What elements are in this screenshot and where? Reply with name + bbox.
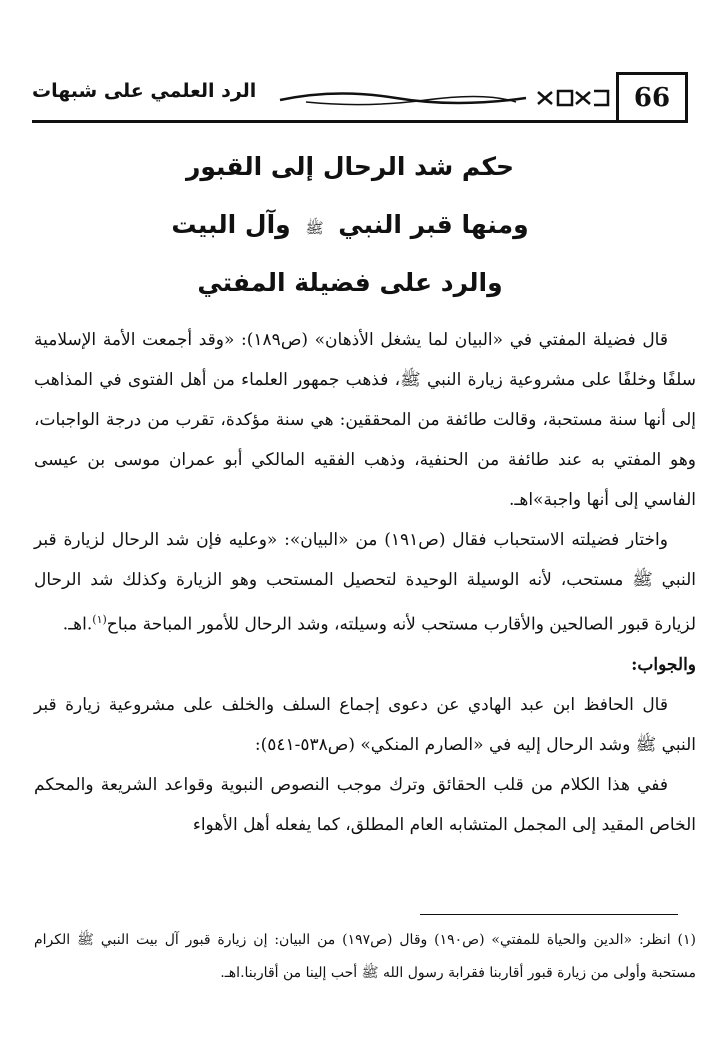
page-header bbox=[32, 72, 688, 124]
honorific-mark: ﷺ bbox=[305, 219, 324, 237]
running-title: الرد العلمي على شبهات bbox=[32, 80, 257, 102]
ornament-icon bbox=[276, 86, 612, 110]
paragraph-4: ففي هذا الكلام من قلب الحقائق وترك موجب النصوص النبوية وقواعد الشريعة والمحكم الخاص المقيد إلى المجمل المتشابه العام المطلق، كما يفعله أهل الأهواء bbox=[34, 774, 696, 835]
page-number: 66 bbox=[616, 72, 688, 120]
body-text bbox=[34, 320, 696, 845]
chapter-headings bbox=[40, 138, 660, 312]
paragraph-2-text: واختار فضيلته الاستحباب فقال (ص١٩١) من «البيان»: «وعليه فإن شد الرحال لزيارة قبر النبي ﷺ مستحب، لأنه الوسيلة الوحيدة لتحصيل المستحب وهو الزيارة وكذلك شد الرحال لزيارة قبور الصالحين والأقارب مستحب لأنه وسيلته، وشد الرحال للأمور المباحة مباح bbox=[34, 530, 696, 635]
heading-line-2-end: وآل البيت bbox=[171, 210, 291, 239]
footnotes bbox=[34, 924, 696, 990]
answer-label: والجواب: bbox=[631, 654, 696, 675]
footnote-1: (١) انظر: «الدين والحياة للمفتي» (ص١٩٠) وقال (ص١٩٧) من البيان: إن زيارة قبور آل بيت النبي ﷺ الكرام مستحبة وأولى من زيارة قبور أقاربنا فقرابة رسول الله ﷺ أحب إلينا من أقاربنا.اهـ. bbox=[34, 932, 697, 981]
footnote-marker: (١) bbox=[92, 613, 107, 626]
heading-line-1: حكم شد الرحال إلى القبور bbox=[185, 152, 515, 181]
heading-line-2 bbox=[40, 196, 660, 254]
paragraph-2-end: .اهـ. bbox=[62, 614, 93, 635]
paragraph-2 bbox=[34, 520, 696, 645]
footnote-rule bbox=[420, 914, 678, 915]
heading-line-3: والرد على فضيلة المفتي bbox=[197, 268, 503, 297]
header-rule bbox=[32, 120, 688, 123]
paragraph-1: قال فضيلة المفتي في «البيان لما يشغل الأذهان» (ص١٨٩): «وقد أجمعت الأمة الإسلامية سلفًا وخلفًا على مشروعية زيارة النبي ﷺ، فذهب جمهور العلماء من أهل الفتوى في المذاهب إلى أنها سنة مستحبة، وقالت طائفة من المحققين: هي سنة مؤكدة، تقرب من درجة الواجبات، وهو المفتي به عند طائفة من الحنفية، وذهب الفقيه المالكي أبو عمران موسى بن عيسى الفاسي إلى أنها واجبة»اهـ. bbox=[34, 330, 696, 510]
paragraph-3: قال الحافظ ابن عبد الهادي عن دعوى إجماع السلف والخلف على مشروعية زيارة قبر النبي ﷺ وشد الرحال إليه في «الصارم المنكي» (ص٥٣٨-٥٤١): bbox=[34, 694, 696, 755]
heading-line-2-start: ومنها قبر النبي bbox=[338, 210, 529, 239]
